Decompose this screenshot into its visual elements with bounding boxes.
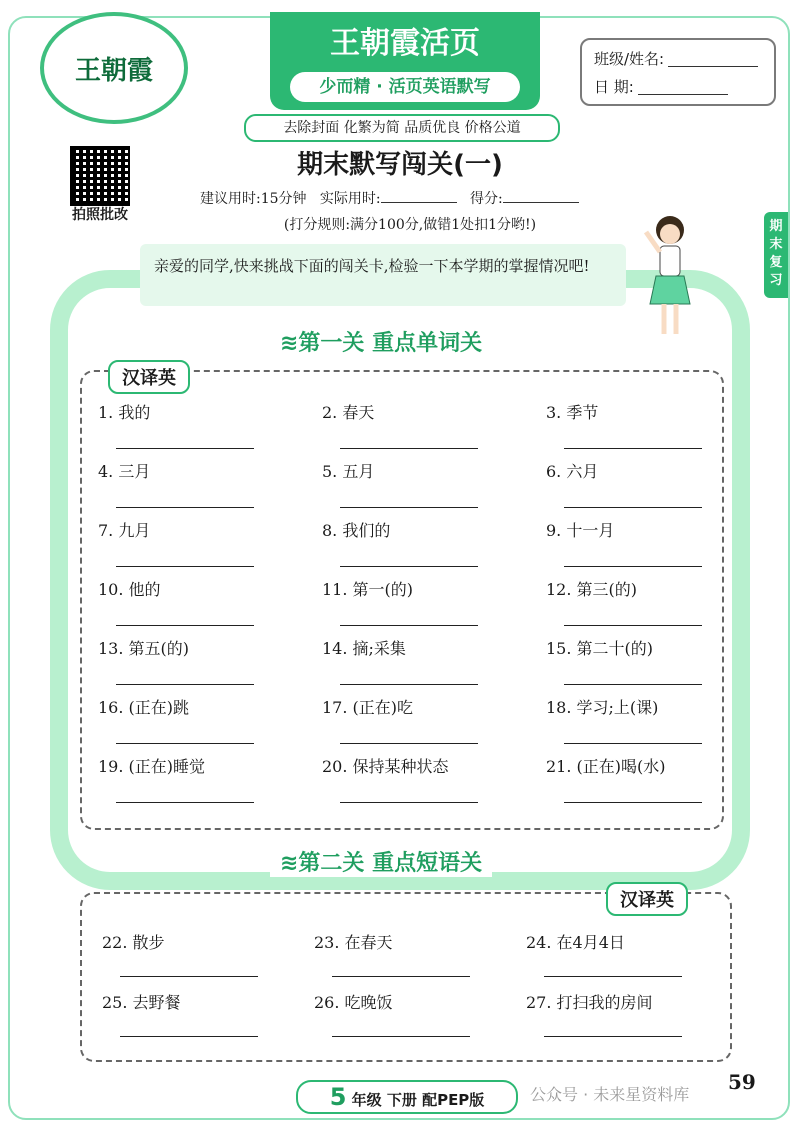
answer-line[interactable] — [564, 448, 702, 449]
answer-line[interactable] — [120, 976, 258, 977]
brand-title: 王朝霞活页 — [330, 26, 480, 61]
answer-line[interactable] — [564, 684, 702, 685]
question-item: 23. 在春天 — [314, 933, 393, 952]
logo-text: 王朝霞 — [74, 55, 153, 86]
answer-line[interactable] — [332, 976, 470, 977]
question-item: 7. 九月 — [98, 521, 151, 540]
section2-heading: ≋第二关 重点短语关 — [270, 846, 492, 877]
question-item: 5. 五月 — [322, 462, 375, 481]
section2-tag: 汉译英 — [606, 882, 688, 916]
brand-subtitle: 少而精 · 活页英语默写 — [290, 72, 520, 102]
answer-line[interactable] — [340, 743, 478, 744]
date-field[interactable] — [638, 80, 728, 95]
answer-line[interactable] — [340, 448, 478, 449]
grade-number: 5 — [329, 1083, 347, 1111]
answer-line[interactable] — [564, 802, 702, 803]
slogan: 去除封面 化繁为简 品质优良 价格公道 — [244, 114, 560, 142]
answer-line[interactable] — [116, 625, 254, 626]
answer-line[interactable] — [116, 507, 254, 508]
grade-text: 年级 下册 配PEP版 — [351, 1091, 485, 1109]
girl-illustration — [640, 212, 700, 342]
question-item: 13. 第五(的) — [98, 639, 190, 658]
answer-line[interactable] — [340, 684, 478, 685]
side-tab — [764, 212, 788, 298]
question-item: 9. 十一月 — [546, 521, 615, 540]
answer-line[interactable] — [116, 566, 254, 567]
question-item: 6. 六月 — [546, 462, 599, 481]
intro-text: 亲爱的同学,快来挑战下面的闯关卡,检验一下本学期的掌握情况吧! — [140, 244, 626, 306]
question-item: 10. 他的 — [98, 580, 161, 599]
question-item: 8. 我们的 — [322, 521, 391, 540]
name-field[interactable] — [668, 52, 758, 67]
answer-line[interactable] — [544, 976, 682, 977]
question-item: 3. 季节 — [546, 403, 599, 422]
answer-line[interactable] — [340, 566, 478, 567]
question-item: 4. 三月 — [98, 462, 151, 481]
answer-line[interactable] — [564, 625, 702, 626]
question-item: 26. 吃晚饭 — [314, 993, 393, 1012]
question-item: 1. 我的 — [98, 403, 151, 422]
question-item: 14. 摘;采集 — [322, 639, 406, 658]
question-item: 17. (正在)吃 — [322, 698, 414, 717]
question-item: 19. (正在)睡觉 — [98, 757, 206, 776]
question-item: 2. 春天 — [322, 403, 375, 422]
question-item: 21. (正在)喝(水) — [546, 757, 666, 776]
answer-line[interactable] — [120, 1036, 258, 1037]
name-label: 班级/姓名: — [594, 50, 665, 68]
answer-line[interactable] — [564, 743, 702, 744]
question-item: 22. 散步 — [102, 933, 165, 952]
score-field[interactable] — [503, 190, 579, 203]
date-label: 日 期: — [594, 78, 634, 96]
page-title: 期末默写闯关(一) — [297, 150, 503, 180]
question-item: 20. 保持某种状态 — [322, 757, 449, 776]
score-label: 得分: — [469, 191, 503, 207]
question-item: 16. (正在)跳 — [98, 698, 190, 717]
answer-line[interactable] — [564, 507, 702, 508]
page-number: 59 — [728, 1070, 756, 1094]
answer-line[interactable] — [116, 802, 254, 803]
qr-code-icon[interactable] — [70, 146, 130, 206]
answer-line[interactable] — [332, 1036, 470, 1037]
name-date-box — [580, 38, 776, 106]
section1-heading: ≋第一关 重点单词关 — [270, 326, 492, 357]
answer-line[interactable] — [564, 566, 702, 567]
side-tab-label: 期末复习 — [769, 219, 783, 288]
actual-time-label: 实际用时: — [319, 191, 381, 207]
answer-line[interactable] — [116, 684, 254, 685]
scoring-rule: (打分规则:满分100分,做错1处扣1分哟!) — [283, 217, 537, 233]
brand-logo — [40, 12, 188, 124]
question-item: 18. 学习;上(课) — [546, 698, 659, 717]
section1-tag: 汉译英 — [108, 360, 190, 394]
actual-time-field[interactable] — [381, 190, 457, 203]
answer-line[interactable] — [340, 625, 478, 626]
question-item: 15. 第二十(的) — [546, 639, 654, 658]
answer-line[interactable] — [340, 802, 478, 803]
answer-line[interactable] — [340, 507, 478, 508]
question-item: 27. 打扫我的房间 — [526, 993, 653, 1012]
question-item: 12. 第三(的) — [546, 580, 638, 599]
answer-line[interactable] — [544, 1036, 682, 1037]
grade-badge — [296, 1080, 518, 1114]
watermark: 公众号 · 未来星资料库 — [530, 1085, 690, 1104]
suggested-time: 建议用时:15分钟 — [200, 191, 307, 207]
qr-label: 拍照批改 — [72, 207, 128, 223]
meta-row — [200, 188, 620, 208]
question-item: 11. 第一(的) — [322, 580, 414, 599]
answer-line[interactable] — [116, 448, 254, 449]
question-item: 24. 在4月4日 — [526, 933, 625, 952]
question-item: 25. 去野餐 — [102, 993, 181, 1012]
answer-line[interactable] — [116, 743, 254, 744]
